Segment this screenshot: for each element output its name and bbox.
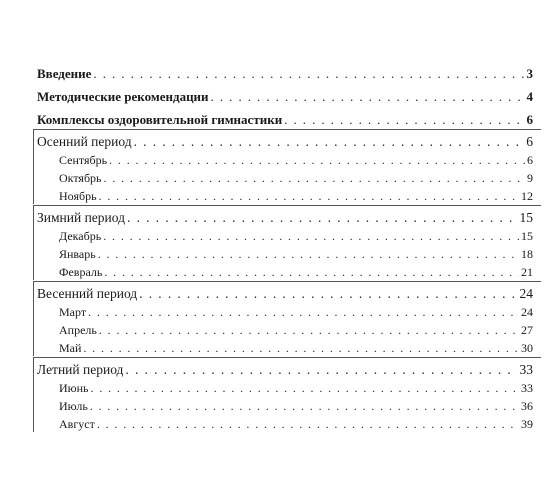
leader-dots [211,87,525,107]
toc-page-number: 6 [526,112,533,127]
toc-subentry-january[interactable] [59,244,533,264]
leader-dots [284,110,524,130]
toc-page-number: 39 [521,417,533,431]
toc-page-number: 33 [519,362,533,377]
leader-dots [88,302,519,322]
toc-page-number: 3 [526,66,533,81]
toc-entry-label: Весенний период [37,286,138,301]
toc-page-number: 12 [521,189,533,203]
toc-page-number: 6 [527,153,533,167]
leader-dots [103,226,519,246]
toc-entry-winter[interactable] [37,208,533,228]
leader-dots [127,208,517,228]
section-bracket [33,129,34,204]
leader-dots [99,186,519,206]
toc-entry-label: Июль [59,399,88,413]
toc-page-number: 9 [527,171,533,185]
toc-page-number: 6 [526,134,533,149]
section-divider [33,281,541,282]
toc-page-number: 36 [521,399,533,413]
toc-entry-label: Май [59,341,82,355]
toc-subentry-march[interactable] [59,302,533,322]
leader-dots [104,262,519,282]
toc-page-number: 33 [521,381,533,395]
toc-entry-label: Август [59,417,95,431]
toc-subentry-may[interactable] [59,338,533,358]
toc-entry-label: Летний период [37,362,124,377]
section-divider [33,205,541,206]
leader-dots [99,320,519,340]
toc-entry-summer[interactable] [37,360,533,380]
section-divider [33,357,541,358]
toc-entry-label: Октябрь [59,171,102,185]
section-bracket [33,205,34,280]
toc-entry-label: Зимний период [37,210,126,225]
toc-entry-label: Июнь [59,381,89,395]
section-bracket [33,281,34,356]
toc-entry-spring[interactable] [37,284,533,304]
toc-page-number: 4 [526,89,533,104]
toc-entry-label: Декабрь [59,229,102,243]
toc-subentry-december[interactable] [59,226,533,246]
toc-entry-methods[interactable] [37,87,533,107]
leader-dots [139,284,517,304]
toc-entry-label: Введение [37,66,92,81]
toc-page-number: 30 [521,341,533,355]
toc-subentry-june[interactable] [59,378,533,398]
leader-dots [97,414,519,434]
toc-entry-label: Методические рекомендации [37,89,209,104]
toc-subentry-april[interactable] [59,320,533,340]
leader-dots [98,244,519,264]
toc-entry-label: Март [59,305,87,319]
toc-entry-label: Февраль [59,265,103,279]
toc-subentry-july[interactable] [59,396,533,416]
leader-dots [93,64,524,84]
toc-page-number: 15 [521,229,533,243]
leader-dots [125,360,517,380]
leader-dots [91,378,519,398]
toc-entry-autumn[interactable] [37,132,533,152]
leader-dots [134,132,525,152]
toc-entry-complexes[interactable] [37,110,533,130]
section-bracket [33,357,34,432]
toc-subentry-november[interactable] [59,186,533,206]
toc-entry-label: Апрель [59,323,97,337]
leader-dots [109,150,525,170]
toc-page-number: 15 [519,210,533,225]
toc-entry-label: Ноябрь [59,189,97,203]
toc-subentry-august[interactable] [59,414,533,434]
toc-subentry-october[interactable] [59,168,533,188]
leader-dots [90,396,519,416]
toc-entry-label: Сентябрь [59,153,108,167]
toc-entry-label: Комплексы оздоровительной гимнастики [37,112,283,127]
toc-page-number: 24 [521,305,533,319]
toc-entry-intro[interactable] [37,64,533,84]
toc-page-number: 27 [521,323,533,337]
toc-page-number: 18 [521,247,533,261]
leader-dots [83,338,519,358]
toc-entry-label: Осенний период [37,134,132,149]
toc-page-number: 21 [521,265,533,279]
toc-subentry-february[interactable] [59,262,533,282]
toc-page-number: 24 [519,286,533,301]
toc-subentry-september[interactable] [59,150,533,170]
toc-entry-label: Январь [59,247,96,261]
section-divider [33,129,541,130]
leader-dots [104,168,525,188]
